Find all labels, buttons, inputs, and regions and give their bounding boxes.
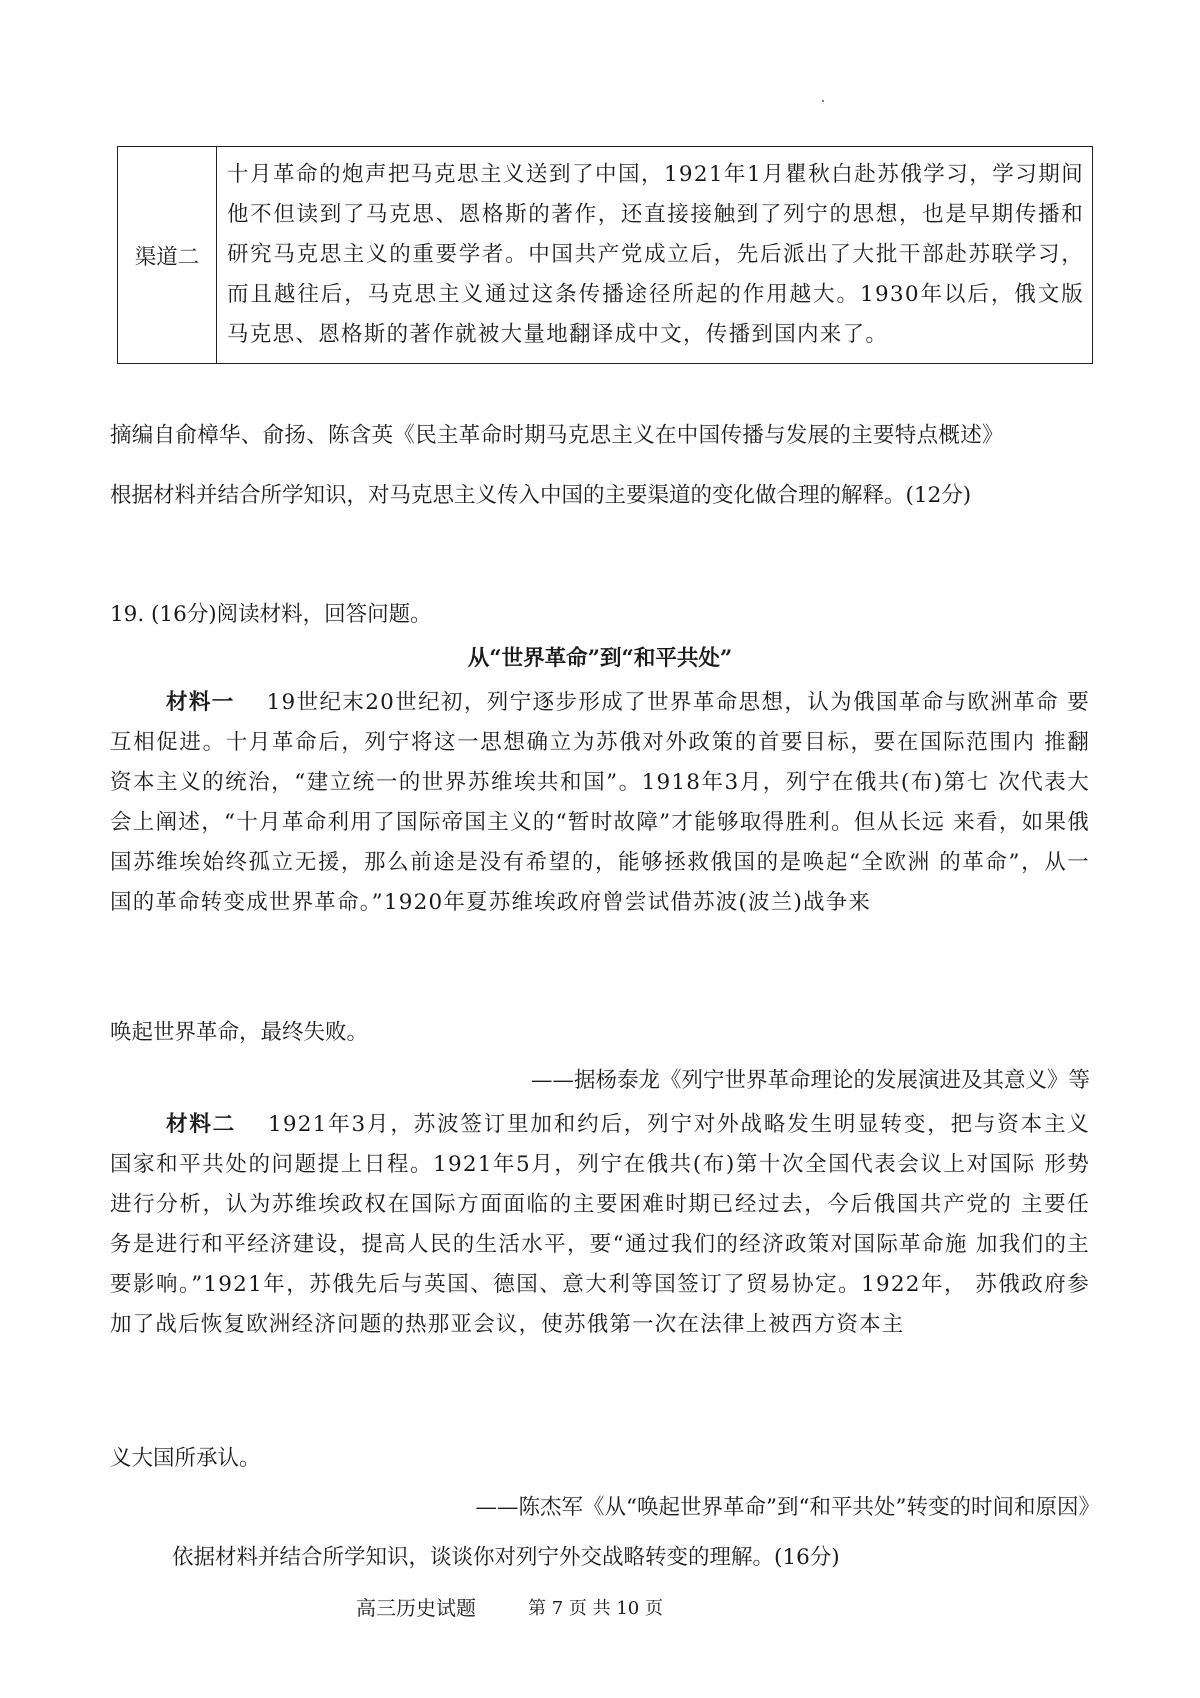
q19-header: 19. (16分)阅读材料，回答问题。 xyxy=(110,602,432,627)
material-two xyxy=(110,1105,1090,1345)
q19-title: 从“世界革命”到“和平共处” xyxy=(467,646,733,671)
material-two-label: 材料二 xyxy=(166,1112,237,1137)
footer-title: 高三历史试题 xyxy=(356,1596,476,1620)
scan-speck xyxy=(822,100,824,102)
channel-table xyxy=(117,146,1093,364)
q18-source: 摘编自俞樟华、俞扬、陈含英《民主革命时期马克思主义在中国传播与发展的主要特点概述》 xyxy=(110,423,1004,448)
channel-label: 渠道二 xyxy=(118,147,217,364)
q19-question: 依据材料并结合所学知识，谈谈你对列宁外交战略转变的理解。(16分) xyxy=(172,1545,840,1570)
material-one-source: ——据杨泰龙《列宁世界革命理论的发展演进及其意义》等 xyxy=(530,1068,1090,1093)
material-two-source: ——陈杰军《从“唤起世界革命”到“和平共处”转变的时间和原因》 xyxy=(475,1495,1100,1520)
channel-content: 十月革命的炮声把马克思主义送到了中国，1921年1月瞿秋白赴苏俄学习，学习期间他不但读到了马克思、恩格斯的著作，还直接接触到了列宁的思想，也是早期传播和研究马克思主义的重要学者。中国共产党成立后，先后派出了大批干部赴苏联学习，而且越往后，马克思主义通过这条传播途径所起的作用越大。1930年以后，俄文版马克思、恩格斯的著作就被大量地翻译成中文，传播到国内来了。 xyxy=(217,147,1093,364)
material-one-text: 19世纪末20世纪初，列宁逐步形成了世界革命思想，认为俄国革命与欧洲革命 要互相促进。十月革命后，列宁将这一思想确立为苏俄对外政策的首要目标，要在国际范围内 推翻资本主义的统治，“建立统一的世界苏维埃共和国”。1918年3月，列宁在俄共(布)第七 次代表大会上阐述，“十月革命利用了国际帝国主义的“暂时故障”才能够取得胜利。但从长远 来看，如果俄国苏维埃始终孤立无援，那么前途是没有希望的，能够拯救俄国的是唤起“全欧洲 的革命”，从一国的革命转变成世界革命。”1920年夏苏维埃政府曾尝试借苏波(波兰)战争来 xyxy=(110,690,1090,915)
table-row xyxy=(118,147,1093,364)
material-one-last-line: 唤起世界革命，最终失败。 xyxy=(110,1020,369,1045)
material-one xyxy=(110,683,1090,923)
footer-page-number: 第 7 页 共 10 页 xyxy=(528,1598,663,1619)
material-two-last-line: 义大国所承认。 xyxy=(110,1446,261,1471)
q18-question: 根据材料并结合所学知识，对马克思主义传入中国的主要渠道的变化做合理的解释。(12分) xyxy=(110,483,972,508)
material-one-label: 材料一 xyxy=(166,690,235,715)
material-two-text: 1921年3月，苏波签订里加和约后，列宁对外战略发生明显转变，把与资本主义 国家和平共处的问题提上日程。1921年5月，列宁在俄共(布)第十次全国代表会议上对国际 形势进行分析，认为苏维埃政权在国际方面面临的主要困难时期已经过去，今后俄国共产党的 主要任务是进行和平经济建设，提高人民的生活水平，要“通过我们的经济政策对国际革命施 加我们的主要影响。”1921年，苏俄先后与英国、德国、意大利等国签订了贸易协定。1922年， 苏俄政府参加了战后恢复欧洲经济问题的热那亚会议，使苏俄第一次在法律上被西方资本主 xyxy=(110,1112,1090,1337)
